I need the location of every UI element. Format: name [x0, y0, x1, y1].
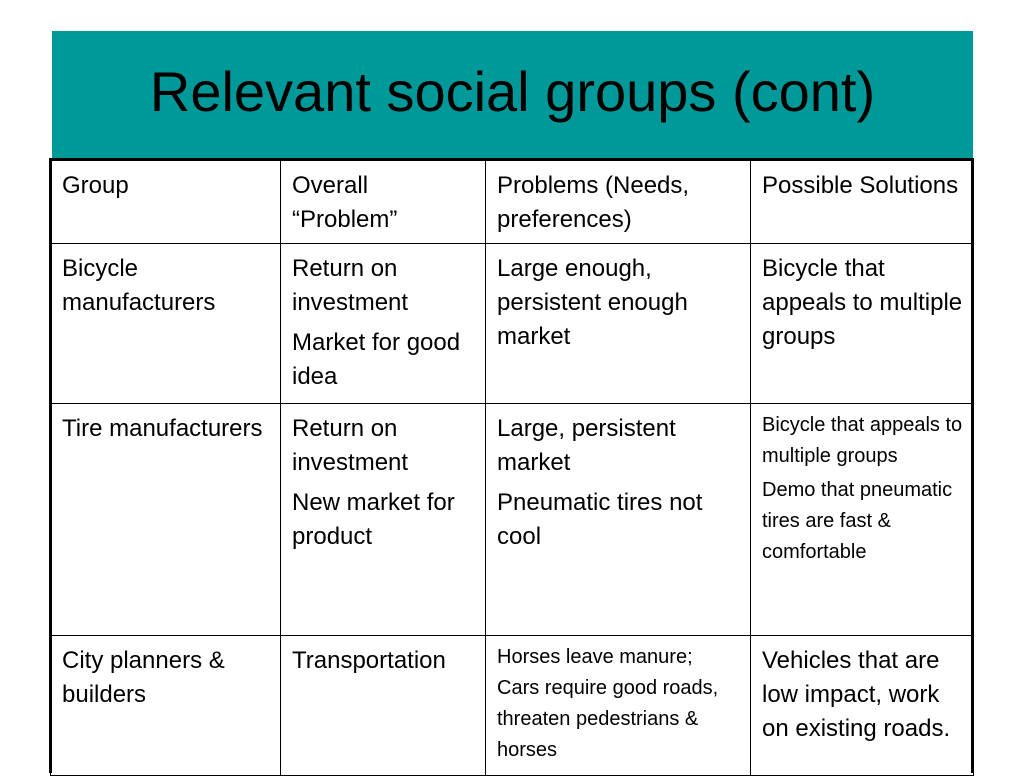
cell-text: Demo that pneumatic tires are fast & comfortable	[762, 479, 953, 563]
table-header-row	[51, 161, 974, 244]
cell-solutions	[751, 636, 974, 776]
cell-group: Bicycle manufacturers	[51, 244, 281, 404]
cell-overall-problem	[281, 244, 486, 404]
header-cell-problems: Problems (Needs, preferences)	[486, 161, 751, 244]
cell-text: Large, persistent market	[497, 415, 676, 476]
table-row	[51, 636, 974, 776]
cell-text: Horses leave manure; Cars require good roads, threaten pedestrians & horses	[497, 646, 719, 761]
cell-overall-problem	[281, 636, 486, 776]
cell-text: Market for good idea	[292, 329, 461, 390]
cell-group: Tire manufacturers	[51, 404, 281, 636]
cell-group: City planners & builders	[51, 636, 281, 776]
title-bar	[52, 31, 973, 158]
cell-text: Large enough, persistent enough market	[497, 255, 688, 350]
table-row	[51, 404, 974, 636]
slide-title: Relevant social groups (cont)	[149, 60, 876, 123]
cell-text: New market for product	[292, 489, 455, 550]
cell-solutions	[751, 404, 974, 636]
cell-text: Return on investment	[292, 415, 409, 476]
cell-text: Pneumatic tires not cool	[497, 489, 703, 550]
cell-text: Return on investment	[292, 255, 409, 316]
social-groups-table	[50, 160, 974, 776]
table-row	[51, 244, 974, 404]
cell-text: Vehicles that are low impact, work on existing roads.	[762, 647, 951, 742]
header-cell-overall-problem: Overall “Problem”	[281, 161, 486, 244]
cell-problems	[486, 636, 751, 776]
cell-problems	[486, 404, 751, 636]
cell-text: Bicycle that appeals to multiple groups	[762, 414, 963, 467]
cell-problems	[486, 244, 751, 404]
cell-solutions	[751, 244, 974, 404]
cell-text: Transportation	[292, 647, 446, 674]
cell-text: Bicycle that appeals to multiple groups	[762, 255, 963, 350]
header-cell-solutions: Possible Solutions	[751, 161, 974, 244]
cell-overall-problem	[281, 404, 486, 636]
header-cell-group: Group	[51, 161, 281, 244]
